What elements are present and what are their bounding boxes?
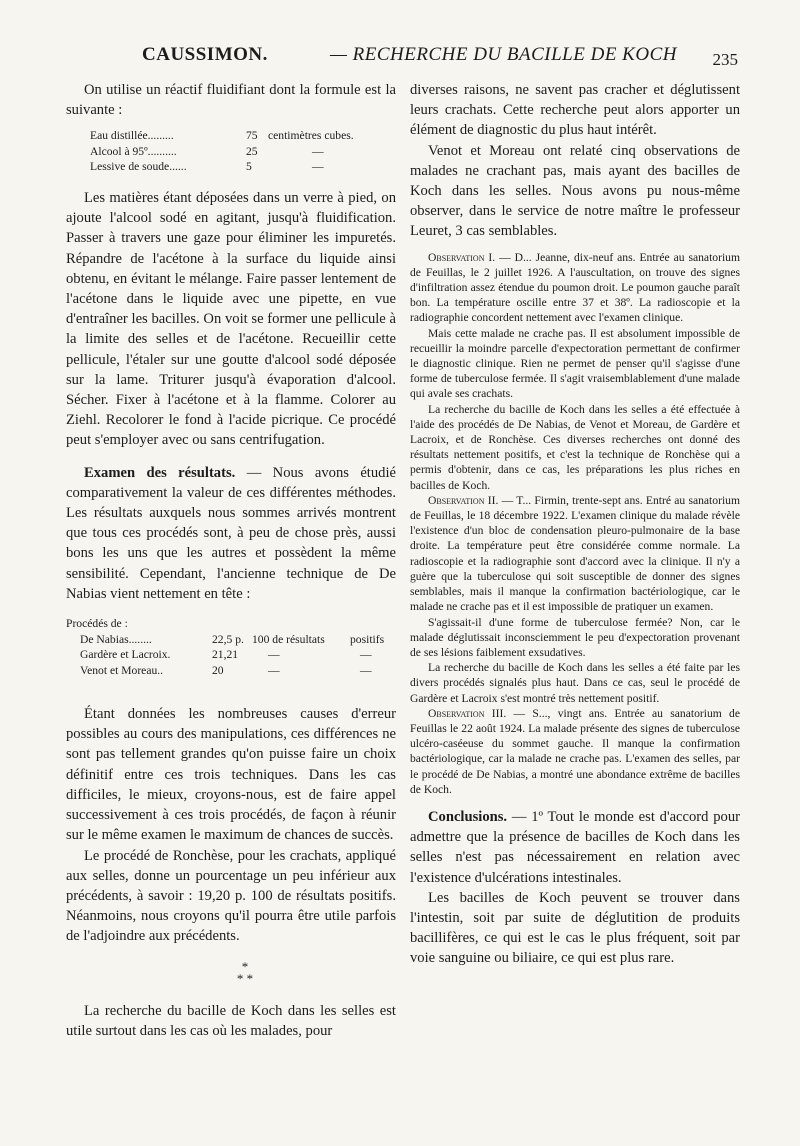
- paragraph-results-body: — Nous avons étudié comparativement la valeur de ces différentes méthodes. Les résultats auxquels nous sommes arrivés montrent que tous ces procédés sont, à peu de chose près, aussi bons les uns que les autres et possèdent la même sensibilité. Cependant, l'ancienne technique de De Nabias vient nettement en tête :: [66, 464, 396, 602]
- table-row: [66, 663, 384, 679]
- paragraph-continuation: diverses raisons, ne savent pas cracher et déglutissent leurs crachats. Cette recherche peut alors apporter un élément de diagnostic du plus haut intérêt.: [410, 82, 740, 139]
- procedures-table-block: [66, 616, 396, 678]
- procedure-value: 22,5 p.: [212, 632, 244, 646]
- procedure-name: Gardère et Lacroix.: [80, 648, 171, 662]
- formula-unit: centimètres cubes.: [268, 129, 354, 143]
- observation-1: [410, 250, 740, 326]
- formula-ingredient: Eau distillée.........: [90, 129, 174, 143]
- running-header: [60, 44, 738, 72]
- procedure-extra: —: [360, 663, 372, 677]
- table-row: [66, 632, 384, 648]
- table-row: [66, 647, 384, 663]
- formula-ingredient: Alcool à 95º..........: [90, 144, 177, 158]
- procedure-unit: —: [268, 648, 280, 662]
- section-heading-results: Examen des résultats.: [84, 464, 236, 481]
- procedures-label: Procédés de :: [66, 617, 128, 631]
- procedures-table: [66, 632, 384, 679]
- procedure-extra: —: [360, 648, 372, 662]
- observation-1-paragraph-3: La recherche du bacille de Koch dans les selles a été effectuée à l'aide des procédés de De Nabias, de Venot et Moreau, de Gardère et Lacroix, et de Ronchèse. Ces diverses recherches ont donné des résultats nettement positifs, et c'est la technique de Ronchèse qui a permis d'obtenir, dans ce cas, les préparations les plus riches en bacilles de Koch.: [410, 402, 740, 492]
- paragraph-conclusions-2: Les bacilles de Koch peuvent se trouver dans l'intestin, soit par suite de déglutition de produits bacillifères, ce qui est le cas le plus fréquent, soit par voie sanguine ou biliaire, ce qui est plus rare.: [410, 889, 740, 967]
- paragraph-utility: La recherche du bacille de Koch dans les selles est utile surtout dans les cas où les malades, pour: [66, 1002, 396, 1039]
- section-heading-conclusions: Conclusions.: [428, 808, 508, 825]
- paragraph-causes-of-error: Étant données les nombreuses causes d'erreur possibles au cours des manipulations, ces différences ne sont pas tellement grandes qu'on puisse faire un choix définitif entre ces trois techniques. Dans les cas difficiles, le mieux, croyons-nous, est de faire appel successivement à ces trois procédés, de façon à réunir sur le même examen le maximum de chances de succès.: [66, 706, 396, 844]
- paragraph-reagent-intro: On utilise un réactif fluidifiant dont la formule est la suivante :: [66, 82, 396, 119]
- observation-2-label: Observation II.: [428, 493, 499, 507]
- paragraph-conclusions-body: — 1º Tout le monde est d'accord pour admettre que la présence de bacilles de Koch dans les selles n'est pas nécessairement en relation avec l'existence d'ulcérations intestinales.: [410, 808, 740, 886]
- formula-quantity: 25: [246, 144, 258, 158]
- page-number: 235: [712, 50, 738, 69]
- procedure-unit: 100 de résultats: [252, 632, 325, 646]
- formula-unit: —: [312, 144, 324, 158]
- observation-2-body: — T... Firmin, trente-sept ans. Entré au sanatorium de Feuillas, le 18 décembre 1922. L'examen clinique du malade révèle l'existence d'un bloc de condensation pleuro-pulmonaire de la base droite. La température peut être considérée comme normale. La radioscopie et la radiographie sont d'accord avec la clinique. Il n'y a guère que la tuberculose qui soit susceptible de donner des signes semblables, mais il manque la confirmation bactériologique, car le malade ne crache pas et il est impossible de pratiquer un examen.: [410, 493, 740, 614]
- observation-1-body: — D... Jeanne, dix-neuf ans. Entrée au sanatorium de Feuillas, le 2 juillet 1926. A l'auscultation, on trouve des signes d'infiltration assez étendue du poumon droit. Le poumon gauche paraît bon. La température oscille entre 37 et 38º. La radioscopie et la radiographie concordent nettement avec l'examen clinique.: [410, 250, 740, 325]
- observation-3: [410, 706, 740, 797]
- procedure-value: 21,21: [212, 648, 239, 662]
- formula-row: [90, 144, 354, 159]
- formula-quantity: 75: [246, 129, 258, 143]
- formula-unit: —: [312, 159, 324, 173]
- procedure-name: De Nabias........: [80, 632, 152, 646]
- formula-quantity: 5: [246, 159, 252, 173]
- procedure-name: Venot et Moreau..: [80, 663, 164, 677]
- formula-row: [90, 159, 354, 174]
- running-header-author: CAUSSIMON.: [142, 44, 268, 65]
- observation-1-label: Observation I.: [428, 250, 496, 264]
- observation-3-body: — S..., vingt ans. Entrée au sanatorium de Feuillas le 22 août 1924. La malade présente des signes de tuberculose ulcéro-caséeuse du sommet gauche. Il manque la confirmation bactériologique, car la malade ne crache pas. L'examen des selles, par le procédé de De Nabias, a montré une abondance extrême de bacilles de Koch.: [410, 706, 740, 796]
- observation-2-paragraph-3: La recherche du bacille de Koch dans les selles a été faite par les divers procédés signalés plus haut. Dans ce cas, seul le procédé de Gardère et Lacroix s'est montré très nettement positif.: [410, 661, 740, 705]
- paragraph-ronchese: Le procédé de Ronchèse, pour les crachats, appliqué aux selles, donne un pourcentage un peu inférieur aux précédents, à savoir : 19,20 p. 100 de résultats positifs. Néanmoins, nous croyons qu'il pourra être utile parfois de l'adjoindre aux précédents.: [66, 847, 396, 945]
- observation-2-paragraph-2: S'agissait-il d'une forme de tuberculose fermée? Non, car le malade déglutissait inconsciemment le peu d'expectoration provenant de ses lésions faiblement exsudatives.: [410, 615, 740, 659]
- paragraph-venot-moreau: Venot et Moreau ont relaté cinq observations de malades ne crachant pas, mais ayant des bacilles de Koch dans les selles. Nous avons pu nous-même observer, dans le service de notre maître le professeur Leuret, 3 cas semblables.: [410, 142, 740, 240]
- procedure-value: 20: [212, 663, 224, 677]
- formula-ingredient: Lessive de soude......: [90, 159, 187, 173]
- paragraph-procedure: Les matières étant déposées dans un verre à pied, on ajoute l'alcool sodé en agitant, jusqu'à fluidification. Passer à travers une gaze pour éliminer les impuretés. Répandre de l'acétone à la surface du liquide ainsi obtenu, en évitant le mélange. Faire passer lentement de l'acétone dans le liquide avec une pipette, en vue d'entraîner les bacilles. On voit se former une pellicule à la limite des selles et de l'acétone. Recueillir cette pellicule, l'étaler sur une goutte d'alcool sodé déposée sur la lame. Triturer jusqu'à évaporation d'alcool. Sécher. Fixer à l'acétone et à la flamme. Colorer au Ziehl. Recolorer le fond à l'acide picrique. Ce procédé peut s'employer avec ou sans centrifugation.: [66, 190, 396, 449]
- observation-2: [410, 493, 740, 615]
- reagent-formula-table: [90, 128, 354, 174]
- left-column: [66, 80, 396, 1041]
- procedure-unit: —: [268, 663, 280, 677]
- paragraph-results: [66, 463, 396, 604]
- observation-3-label: Observation III.: [428, 706, 507, 720]
- running-header-title: — RECHERCHE DU BACILLE DE KOCH: [330, 44, 677, 65]
- right-column: [410, 80, 740, 969]
- formula-row: [90, 128, 354, 143]
- asterism-bottom: * *: [236, 970, 254, 986]
- observation-1-paragraph-2: Mais cette malade ne crache pas. Il est absolument impossible de recueillir la moindre parcelle d'expectoration permettant de confirmer le diagnostic clinique. Rien ne permet de penser qu'il s'agisse d'une forme de tuberculose fermée. Il s'agit vraisemblablement d'une malade qui avale ses crachats.: [410, 326, 740, 401]
- paragraph-conclusions: [410, 807, 740, 888]
- procedure-extra: positifs: [350, 632, 385, 646]
- asterism-top: *: [241, 958, 249, 974]
- section-separator-asterism: [94, 958, 396, 986]
